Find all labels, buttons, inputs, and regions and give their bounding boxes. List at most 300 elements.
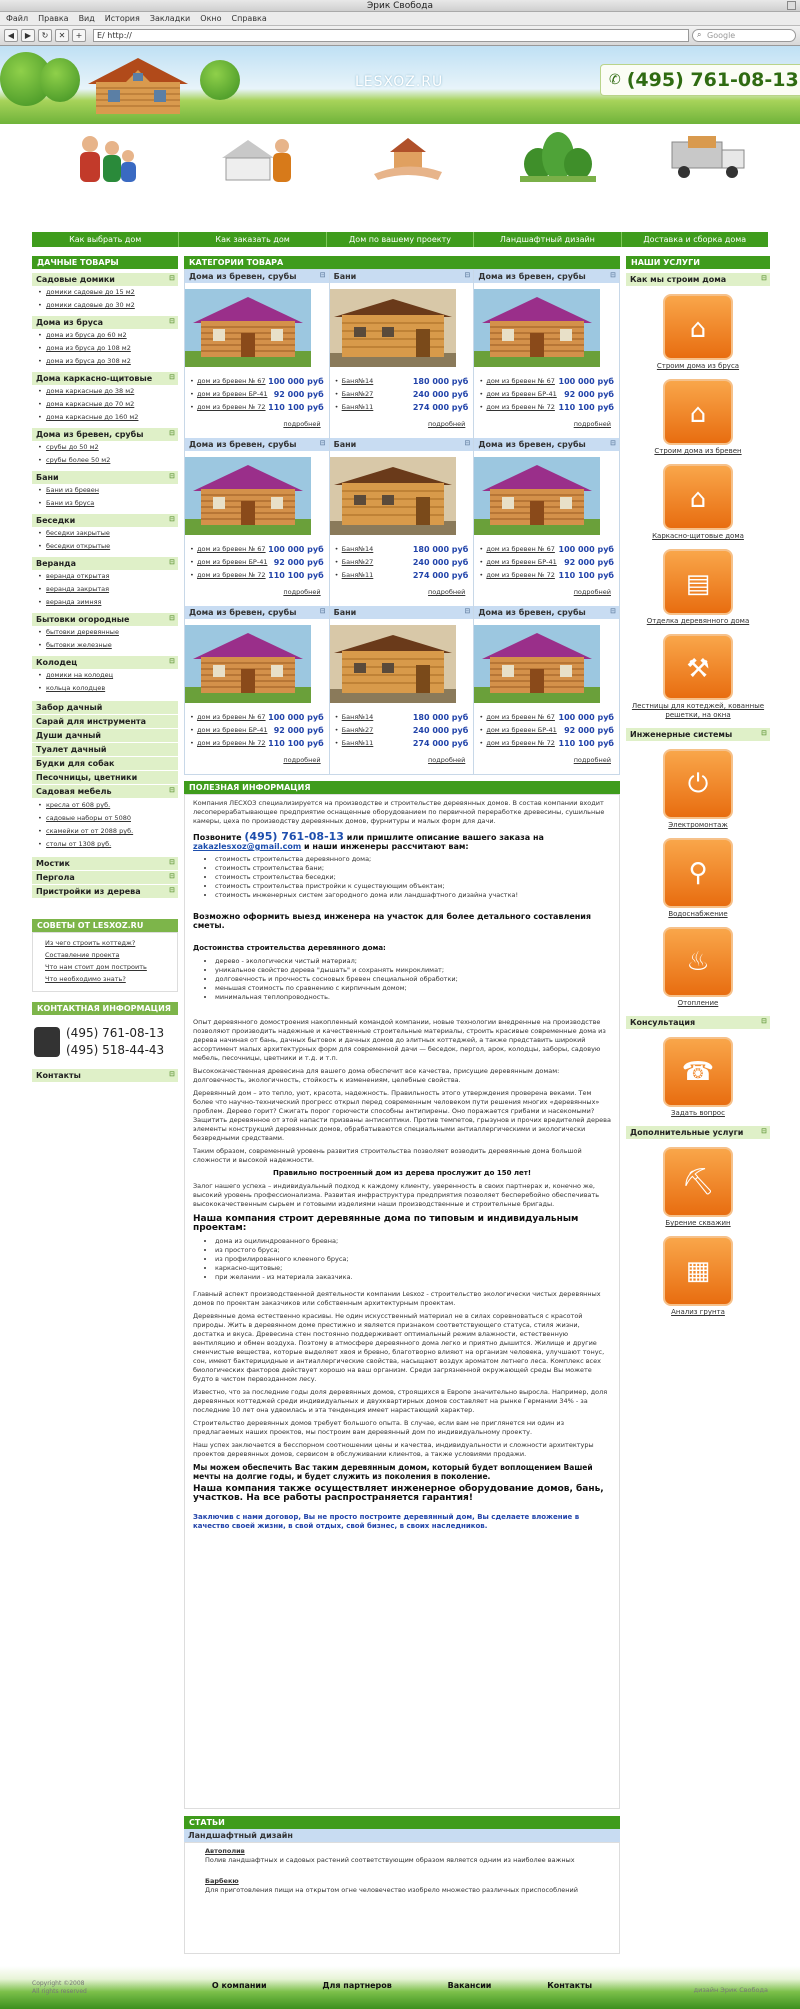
- left-subitem[interactable]: • срубы до 50 м2: [32, 441, 178, 454]
- service-icon[interactable]: ⚲: [663, 838, 733, 908]
- product-name[interactable]: • дом из бревен № 67: [197, 545, 266, 553]
- list-item: • минимальная теплопроводность.: [215, 993, 611, 1002]
- footer-link[interactable]: О компании: [211, 1981, 267, 1990]
- site-logo[interactable]: LESXOZ.RU: [355, 74, 444, 90]
- service-label[interactable]: Строим дома из бревен: [654, 447, 742, 455]
- menu-item-4[interactable]: Закладки: [149, 14, 191, 23]
- product-price: 92 000 руб: [564, 726, 614, 735]
- right-category: Консультация ⊟: [626, 1016, 770, 1029]
- more-link[interactable]: подробней: [428, 756, 466, 764]
- call-line: [193, 832, 611, 851]
- product-cell: [330, 606, 475, 774]
- price-rows: [330, 375, 474, 414]
- list-item: • уникальное свойство дерева "дышать" и сохранять микроклимат;: [215, 966, 611, 975]
- phone-icon: ✆: [609, 72, 621, 88]
- para-11: Мы можем обеспечить Вас таким деревянным домом, который будет воплощением Вашей мечты на долгие годы, и будет служить из поколения в поколение.: [193, 1463, 593, 1481]
- service-icon[interactable]: ⌂: [663, 294, 733, 360]
- product-name[interactable]: • дом из бревен № 67: [197, 377, 266, 385]
- product-cell: [330, 270, 475, 438]
- price-row: [185, 724, 329, 737]
- product-cell: [474, 438, 619, 606]
- left-subitem[interactable]: • дома из бруса до 108 м2: [32, 342, 178, 355]
- more-link[interactable]: подробней: [283, 588, 321, 596]
- left-subitem[interactable]: • беседки открытые: [32, 540, 178, 553]
- mebel-item[interactable]: • скамейки от от 2088 руб.: [32, 825, 178, 838]
- left-category[interactable]: Садовые домики ⊟: [32, 273, 178, 286]
- product-cell: [474, 270, 619, 438]
- left-subitem[interactable]: • беседки закрытые: [32, 527, 178, 540]
- product-price: 240 000 руб: [412, 390, 469, 399]
- product-name[interactable]: • дом из бревен № 72: [486, 739, 555, 747]
- product-cell-title[interactable]: Бани ⊟: [330, 606, 474, 619]
- para-3: Деревянный дом – это тепло, уют, красота, надежность. Правильность этого утверждения проверена веками. Тем более что научно-технический прогресс открыл перед современным человеком пути решения многих «деревянных» проблем. Дерево горит? Сжигать порог горючести способны антипирены. Оно поражается грибами и насекомыми? Защитить деревянное от этой напасти призваны антисептики. Против темпетов, грызунов и прочих вредителей дерева элементы конструкций деревянных домов, обрабатываются специальными антиаллергическими и экологически безвредными средствами.: [193, 1089, 611, 1142]
- product-cell: [185, 438, 330, 606]
- left-subitem[interactable]: • дома каркасные до 38 м2: [32, 385, 178, 398]
- nav-item-4[interactable]: Доставка и сборка дома: [643, 235, 747, 244]
- product-price: 110 100 руб: [268, 403, 324, 412]
- left-subitem[interactable]: • дома каркасные до 70 м2: [32, 398, 178, 411]
- list-item: • долговечность и прочность сосновых бревен специальной обработки;: [215, 975, 611, 984]
- mebel-item[interactable]: • садовые наборы от 5080: [32, 812, 178, 825]
- info-intro: Компания ЛЕСХОЗ специализируется на производстве и строительстве деревянных домов. В состав компании входит лесоперерабатывающее предприятие оснащенные оборудованием по первичной переработке древесины, сушильные камеры, цеха по производству деревянных домов, фурнитуры и малых форм для дачи.: [193, 799, 605, 825]
- nav-item-2[interactable]: Дом по вашему проекту: [327, 232, 474, 247]
- service-label[interactable]: Задать вопрос: [671, 1109, 725, 1117]
- product-name[interactable]: • Баня№27: [341, 558, 374, 566]
- product-price: 100 000 руб: [558, 377, 614, 386]
- article-title[interactable]: Автополив: [205, 1847, 245, 1855]
- nav-item-3[interactable]: Ландшафтный дизайн: [474, 232, 621, 247]
- para-13: Заключив с нами договор, Вы не просто построите деревянный дом, Вы сделаете вложение в качество своей жизни, в свой отдых, свой бизнес, в своих наследников.: [193, 1513, 580, 1530]
- left-category[interactable]: Колодец ⊟: [32, 656, 178, 669]
- price-row: [474, 375, 619, 388]
- stop-icon[interactable]: ✕: [55, 29, 69, 42]
- list-item: • стоимость строительства деревянного дома;: [215, 855, 611, 864]
- service-item[interactable]: [626, 541, 770, 626]
- product-cell-title[interactable]: Дома из бревен, срубы ⊟: [474, 270, 619, 283]
- product-price: 100 000 руб: [558, 545, 614, 554]
- contacts-bar[interactable]: Контакты ⊟: [32, 1069, 178, 1083]
- service-icon[interactable]: ▤: [663, 549, 733, 615]
- contact-phone-1: (495) 761-08-13: [66, 1026, 165, 1040]
- para-6: Главный аспект производственной деятельности компании Lesxoz - строительство экологически чистых деревянных домов по проектам заказчиков или собственным архитектурным проектам.: [193, 1290, 601, 1307]
- log-house-image[interactable]: [185, 457, 311, 535]
- service-icon[interactable]: ⏻: [663, 749, 733, 819]
- product-cell: [185, 606, 330, 774]
- list-item: • стоимость инженерных систем загородного дома или ландшафтного дизайна участка!: [215, 891, 611, 900]
- left-subitem[interactable]: • Бани из бревен: [32, 484, 178, 497]
- para-2: Высококачественная древесина для вашего дома обеспечит все качества, присущие деревянным домам: долговечность, экологичность, стойкость к изменениям, целебные свойства.: [193, 1067, 560, 1084]
- price-rows: [185, 375, 329, 414]
- adv-heading: Достоинства строительства деревянного дома:: [193, 944, 386, 952]
- left-heading: ДАЧНЫЕ ТОВАРЫ: [32, 256, 178, 269]
- list-item: • при желании - из материала заказчика.: [215, 1273, 611, 1282]
- web-page: [0, 46, 800, 2009]
- left-category[interactable]: Бытовки огородные ⊟: [32, 613, 178, 626]
- price-rows: [474, 711, 619, 750]
- price-row: [185, 711, 329, 724]
- price-row: [185, 569, 329, 582]
- add-bookmark-icon[interactable]: +: [72, 29, 86, 42]
- list-item: • из профилированного клееного бруса;: [215, 1255, 611, 1264]
- left-bar-item[interactable]: Пристройки из дерева ⊟: [32, 885, 178, 899]
- left-sidebar: [32, 256, 178, 1083]
- article-title[interactable]: Барбекю: [205, 1877, 239, 1885]
- more-link[interactable]: подробней: [283, 756, 321, 764]
- service-label[interactable]: Электромонтаж: [668, 821, 728, 829]
- left-bar-item[interactable]: Садовая мебель ⊟: [32, 785, 178, 799]
- price-row: [330, 375, 474, 388]
- left-category[interactable]: Бани ⊟: [32, 471, 178, 484]
- left-subitem[interactable]: • домики на колодец: [32, 669, 178, 682]
- price-row: [474, 724, 619, 737]
- mebel-item[interactable]: • столы от 1308 руб.: [32, 838, 178, 851]
- list-item: • дома из оцилиндрованного бревна;: [215, 1237, 611, 1246]
- advice-link[interactable]: Что нам стоит дом построить: [45, 963, 147, 971]
- left-subitem[interactable]: • дома каркасные до 160 м2: [32, 411, 178, 424]
- price-row: [185, 375, 329, 388]
- mebel-item[interactable]: • кресла от 608 руб.: [32, 799, 178, 812]
- engineer-note: Возможно оформить выезд инженера на участок для более детального составления сметы.: [193, 912, 592, 930]
- product-name[interactable]: • дом из бревен БР-41: [197, 726, 268, 734]
- service-item[interactable]: [626, 456, 770, 541]
- list-item: • каркасно-щитовые;: [215, 1264, 611, 1273]
- service-icon[interactable]: ⛏: [663, 1147, 733, 1217]
- service-item[interactable]: [626, 919, 770, 1008]
- articles-section: [184, 1816, 620, 1954]
- product-name[interactable]: • Баня№14: [341, 713, 374, 721]
- left-subitem[interactable]: • Бани из бруса: [32, 497, 178, 510]
- price-row: [330, 543, 474, 556]
- price-row: [330, 401, 474, 414]
- para-9: Строительство деревянных домов требует большого опыта. В случае, если вам не приглянется ни один из предлагаемых наших проектов, мы построим вам деревянный дом по индивидуальному проекту.: [193, 1419, 565, 1436]
- types-heading: Наша компания строит деревянные дома по типовым и индивидуальным проектам:: [193, 1214, 579, 1233]
- article-text: Для приготовления пищи на открытом огне человечество изобрело множество различных приспособлений: [205, 1886, 578, 1894]
- product-name[interactable]: • дом из бревен № 72: [197, 739, 266, 747]
- price-row: [330, 388, 474, 401]
- left-bar-item[interactable]: Забор дачный: [32, 701, 178, 715]
- adv-list: [193, 957, 611, 1002]
- price-rows: [185, 543, 329, 582]
- product-name[interactable]: • дом из бревен № 72: [197, 571, 266, 579]
- advice-link[interactable]: Что необходимо знать?: [45, 975, 126, 983]
- product-name[interactable]: • дом из бревен № 67: [197, 713, 266, 721]
- product-name[interactable]: • дом из бревен № 67: [486, 377, 555, 385]
- left-subitem[interactable]: • срубы более 50 м2: [32, 454, 178, 467]
- product-name[interactable]: • Баня№27: [341, 726, 374, 734]
- price-row: [330, 711, 474, 724]
- price-row: [185, 543, 329, 556]
- service-label[interactable]: Отопление: [677, 999, 719, 1007]
- list-item: • стоимость строительства пристройки к существующим объектам;: [215, 882, 611, 891]
- contact-phone-2: (495) 518-44-43: [66, 1043, 165, 1057]
- bath-house-image[interactable]: [330, 625, 456, 703]
- price-row: [330, 569, 474, 582]
- product-name[interactable]: • дом из бревен № 72: [486, 571, 555, 579]
- article-text: Полив ландшафтных и садовых растений соответствующим образом является одним из наиболее важных: [205, 1856, 575, 1864]
- price-row: [474, 711, 619, 724]
- types-list: [193, 1237, 611, 1282]
- price-row: [474, 569, 619, 582]
- product-name[interactable]: • дом из бревен № 67: [486, 713, 555, 721]
- service-item[interactable]: [626, 626, 770, 720]
- product-name[interactable]: • дом из бревен БР-41: [486, 390, 557, 398]
- price-row: [330, 556, 474, 569]
- call-phone: (495) 761-08-13: [244, 830, 344, 843]
- copyright: [32, 1980, 87, 1996]
- product-name[interactable]: • дом из бревен БР-41: [486, 726, 557, 734]
- left-category[interactable]: Беседки ⊟: [32, 514, 178, 527]
- service-icon[interactable]: ♨: [663, 927, 733, 997]
- categories-heading: КАТЕГОРИИ ТОВАРА: [184, 256, 620, 269]
- product-name[interactable]: • Баня№11: [341, 571, 374, 579]
- log-house-image[interactable]: [185, 625, 311, 703]
- service-item[interactable]: [626, 371, 770, 456]
- more-link[interactable]: подробней: [573, 588, 611, 596]
- product-cell: [185, 270, 330, 438]
- product-price: 240 000 руб: [412, 726, 469, 735]
- service-label[interactable]: Лестницы для котеджей, кованные решетки, на окна: [631, 702, 765, 719]
- product-price: 274 000 руб: [412, 739, 469, 748]
- product-price: 110 100 руб: [558, 403, 614, 412]
- log-house-image[interactable]: [185, 289, 311, 367]
- right-sidebar: [626, 256, 770, 1317]
- price-row: [185, 401, 329, 414]
- product-name[interactable]: • дом из бревен № 72: [197, 403, 266, 411]
- right-category: Инженерные системы ⊟: [626, 728, 770, 741]
- footer-link[interactable]: Контакты: [547, 1981, 593, 1990]
- product-cell-title[interactable]: Дома из бревен, срубы ⊟: [185, 270, 329, 283]
- price-row: [474, 388, 619, 401]
- address-bar[interactable]: E/ http://: [93, 29, 689, 42]
- window-button[interactable]: [787, 1, 796, 10]
- search-input[interactable]: ⌕ Google: [692, 29, 796, 42]
- left-bar-item[interactable]: Пергола ⊟: [32, 871, 178, 885]
- log-house-image[interactable]: [474, 625, 600, 703]
- para-8: Известно, что за последние годы доля деревянных домов, строящихся в Европе значительно выросла. Например, доля деревянных коттеджей среди индивидуальных и двухквартирных домов составляет на рынке Германии 34% - за последние 10 лет она удвоилась и эта тенденция имеет нарастающий характер.: [193, 1388, 608, 1414]
- product-price: 92 000 руб: [564, 558, 614, 567]
- product-name[interactable]: • дом из бревен БР-41: [197, 390, 268, 398]
- email-link[interactable]: zakazlesxoz@gmail.com: [193, 842, 302, 851]
- product-name[interactable]: • Баня№14: [341, 545, 374, 553]
- product-cell-title[interactable]: Бани ⊟: [330, 270, 474, 283]
- menu-item-2[interactable]: Вид: [78, 14, 95, 23]
- product-price: 100 000 руб: [268, 713, 324, 722]
- menu-item-0[interactable]: Файл: [6, 14, 29, 23]
- left-subitem[interactable]: • дома из бруса до 308 м2: [32, 355, 178, 368]
- price-row: [330, 737, 474, 750]
- product-name[interactable]: • Баня№27: [341, 390, 374, 398]
- service-label[interactable]: Анализ грунта: [671, 1308, 725, 1316]
- designer-credit[interactable]: дизайн Эрик Свобода: [693, 1986, 768, 1994]
- left-subitem[interactable]: • бытовки деревянные: [32, 626, 178, 639]
- service-item[interactable]: [626, 830, 770, 919]
- price-rows: [185, 711, 329, 750]
- contact-phones: [66, 1025, 164, 1059]
- footer-nav: [184, 1981, 620, 1990]
- articles-list: [184, 1842, 620, 1954]
- service-item[interactable]: [626, 1228, 770, 1317]
- menu-item-5[interactable]: Окно: [200, 14, 222, 23]
- list-item: • меньшая стоимость по сравнению с кирпичным домом;: [215, 984, 611, 993]
- price-rows: [474, 543, 619, 582]
- service-label[interactable]: Каркасно-щитовые дома: [652, 532, 744, 540]
- landscape-icon: [518, 130, 598, 182]
- left-subitem[interactable]: • веранда открытая: [32, 570, 178, 583]
- left-category[interactable]: Дома из бруса ⊟: [32, 316, 178, 329]
- left-category[interactable]: Дома из бревен, срубы ⊟: [32, 428, 178, 441]
- product-cell-title[interactable]: Дома из бревен, срубы ⊟: [185, 438, 329, 451]
- product-cell-title[interactable]: Бани ⊟: [330, 438, 474, 451]
- left-subitem[interactable]: • веранда закрытая: [32, 583, 178, 596]
- bath-house-image[interactable]: [330, 289, 456, 367]
- site-header: [0, 46, 800, 124]
- service-item[interactable]: [626, 1029, 770, 1118]
- product-cell-title[interactable]: Дома из бревен, срубы ⊟: [474, 438, 619, 451]
- para-4: Таким образом, современный уровень развития строительства позволяет возводить деревянные дома большой сложности и высокой надежности.: [193, 1147, 582, 1164]
- product-price: 240 000 руб: [412, 558, 469, 567]
- left-subitem[interactable]: • кольца колодцев: [32, 682, 178, 695]
- product-price: 92 000 руб: [273, 390, 324, 399]
- product-name[interactable]: • дом из бревен № 67: [486, 545, 555, 553]
- advice-link[interactable]: Составление проекта: [45, 951, 120, 959]
- service-label[interactable]: Водоснабжение: [668, 910, 728, 918]
- product-price: 92 000 руб: [273, 726, 324, 735]
- tree-image: [200, 60, 240, 100]
- product-name[interactable]: • Баня№11: [341, 403, 374, 411]
- info-text: [184, 794, 620, 1809]
- service-label[interactable]: Отделка деревянного дома: [646, 617, 750, 625]
- reload-icon[interactable]: ↻: [38, 29, 52, 42]
- nav-images: [0, 124, 800, 182]
- more-link[interactable]: подробней: [573, 756, 611, 764]
- product-name[interactable]: • дом из бревен № 72: [486, 403, 555, 411]
- service-icon[interactable]: ▦: [663, 1236, 733, 1306]
- left-bar-item[interactable]: Мостик ⊟: [32, 857, 178, 871]
- service-icon[interactable]: ⚒: [663, 634, 733, 700]
- left-subitem[interactable]: • дома из бруса до 60 м2: [32, 329, 178, 342]
- window-title-bar: [0, 0, 800, 12]
- header-phone: (495) 761-08-13: [626, 69, 799, 91]
- main-nav: [32, 232, 768, 247]
- advice-link[interactable]: Из чего строить коттедж?: [45, 939, 136, 947]
- menu-item-1[interactable]: Правка: [38, 14, 69, 23]
- service-icon[interactable]: ⌂: [663, 464, 733, 530]
- tree-image: [40, 58, 80, 102]
- menu-bar: [0, 12, 800, 26]
- service-item[interactable]: [626, 741, 770, 830]
- product-name[interactable]: • Баня№11: [341, 739, 374, 747]
- services-heading: НАШИ УСЛУГИ: [626, 256, 770, 269]
- product-price: 110 100 руб: [268, 571, 324, 580]
- service-icon[interactable]: ⌂: [663, 379, 733, 445]
- menu-item-6[interactable]: Справка: [231, 14, 267, 23]
- nav-item-1[interactable]: Как заказать дом: [179, 232, 326, 247]
- more-link[interactable]: подробней: [428, 588, 466, 596]
- log-house-image[interactable]: [474, 457, 600, 535]
- right-category: Как мы строим дома ⊟: [626, 273, 770, 286]
- log-house-image[interactable]: [474, 289, 600, 367]
- articles-sub: Ландшафтный дизайн: [184, 1829, 620, 1842]
- footer-link[interactable]: Для партнеров: [322, 1981, 392, 1990]
- footer-link[interactable]: Вакансии: [447, 1981, 492, 1990]
- product-price: 92 000 руб: [564, 390, 614, 399]
- para-12: Наша компания также осуществляет инженерное оборудование домов, бань, участков. На все работы распространяется гарантия!: [193, 1484, 604, 1503]
- price-row: [185, 388, 329, 401]
- info-heading: ПОЛЕЗНАЯ ИНФОРМАЦИЯ: [184, 781, 620, 794]
- service-item[interactable]: [626, 286, 770, 371]
- list-item: • стоимость строительства беседки;: [215, 873, 611, 882]
- service-icon[interactable]: ☎: [663, 1037, 733, 1107]
- call-end: и наши инженеры рассчитают вам:: [304, 842, 469, 851]
- family-icon: [68, 130, 148, 182]
- para-1: Опыт деревянного домостроения накопленный командой компании, новые технологии внедренные на производстве позволяют производить надежные и качественные строительные материалы, строить красивые современные дома из дерева начиная от бань, дачных бытовок и дачных домов до элитных коттеджей, а также представить широкий ассортимент малых архитектурных форм для современной дачи — беседок, пергол, арок, колодцы, заборы, садовую мебель, песочницы, цветники и т.д. и т.п.: [193, 1018, 606, 1062]
- left-bar-item[interactable]: Будки для собак: [32, 757, 178, 771]
- more-link[interactable]: подробней: [283, 420, 321, 428]
- articles-heading: СТАТЬИ: [184, 1816, 620, 1829]
- product-cell-title[interactable]: Дома из бревен, срубы ⊟: [474, 606, 619, 619]
- more-link[interactable]: подробней: [573, 420, 611, 428]
- price-rows: [474, 375, 619, 414]
- para-10: Наш успех заключается в бесспорном соотношении цены и качества, индивидуальности и сложности архитектуры проектов деревянных домов, сервисом в обслуживании клиентов, а также условиями продажи.: [193, 1441, 594, 1458]
- product-price: 180 000 руб: [412, 377, 469, 386]
- left-subitem[interactable]: • бытовки железные: [32, 639, 178, 652]
- menu-item-3[interactable]: История: [104, 14, 140, 23]
- call-suffix: или пришлите описание вашего заказа на: [346, 833, 544, 842]
- bath-house-image[interactable]: [330, 457, 456, 535]
- center-content: [184, 256, 620, 1809]
- service-label[interactable]: Бурение скважин: [665, 1219, 731, 1227]
- product-cell-title[interactable]: Дома из бревен, срубы ⊟: [185, 606, 329, 619]
- product-name[interactable]: • дом из бревен БР-41: [486, 558, 557, 566]
- product-price: 100 000 руб: [268, 377, 324, 386]
- left-category[interactable]: Дома каркасно-щитовые ⊟: [32, 372, 178, 385]
- price-rows: [330, 543, 474, 582]
- service-label[interactable]: Строим дома из бруса: [656, 362, 740, 370]
- product-name[interactable]: • Баня№14: [341, 377, 374, 385]
- left-bar-item[interactable]: Песочницы, цветники: [32, 771, 178, 785]
- nav-item-0[interactable]: Как выбрать дом: [32, 232, 179, 247]
- price-row: [474, 401, 619, 414]
- left-category[interactable]: Веранда ⊟: [32, 557, 178, 570]
- advice-box: [32, 932, 178, 992]
- more-link[interactable]: подробней: [428, 420, 466, 428]
- forward-icon[interactable]: ▶: [21, 29, 35, 42]
- product-name[interactable]: • дом из бревен БР-41: [197, 558, 268, 566]
- price-row: [474, 737, 619, 750]
- list-item: • из простого бруса;: [215, 1246, 611, 1255]
- service-item[interactable]: [626, 1139, 770, 1228]
- price-row: [474, 543, 619, 556]
- left-subitem[interactable]: • домики садовые до 30 м2: [32, 299, 178, 312]
- left-subitem[interactable]: • веранда зимняя: [32, 596, 178, 609]
- product-price: 180 000 руб: [412, 713, 469, 722]
- left-bar-item[interactable]: Сарай для инструмента: [32, 715, 178, 729]
- window-title: Эрик Свобода: [366, 1, 434, 11]
- price-rows: [330, 711, 474, 750]
- left-bar-item[interactable]: Души дачный: [32, 729, 178, 743]
- left-bar-item[interactable]: Туалет дачный: [32, 743, 178, 757]
- left-subitem[interactable]: • домики садовые до 15 м2: [32, 286, 178, 299]
- back-icon[interactable]: ◀: [4, 29, 18, 42]
- call-prefix: Позвоните: [193, 833, 242, 842]
- house-logo-image: [78, 54, 198, 116]
- product-price: 92 000 руб: [273, 558, 324, 567]
- product-price: 100 000 руб: [268, 545, 324, 554]
- product-price: 180 000 руб: [412, 545, 469, 554]
- product-grid: [184, 269, 620, 775]
- price-row: [185, 556, 329, 569]
- house-in-hand-icon: [368, 130, 448, 182]
